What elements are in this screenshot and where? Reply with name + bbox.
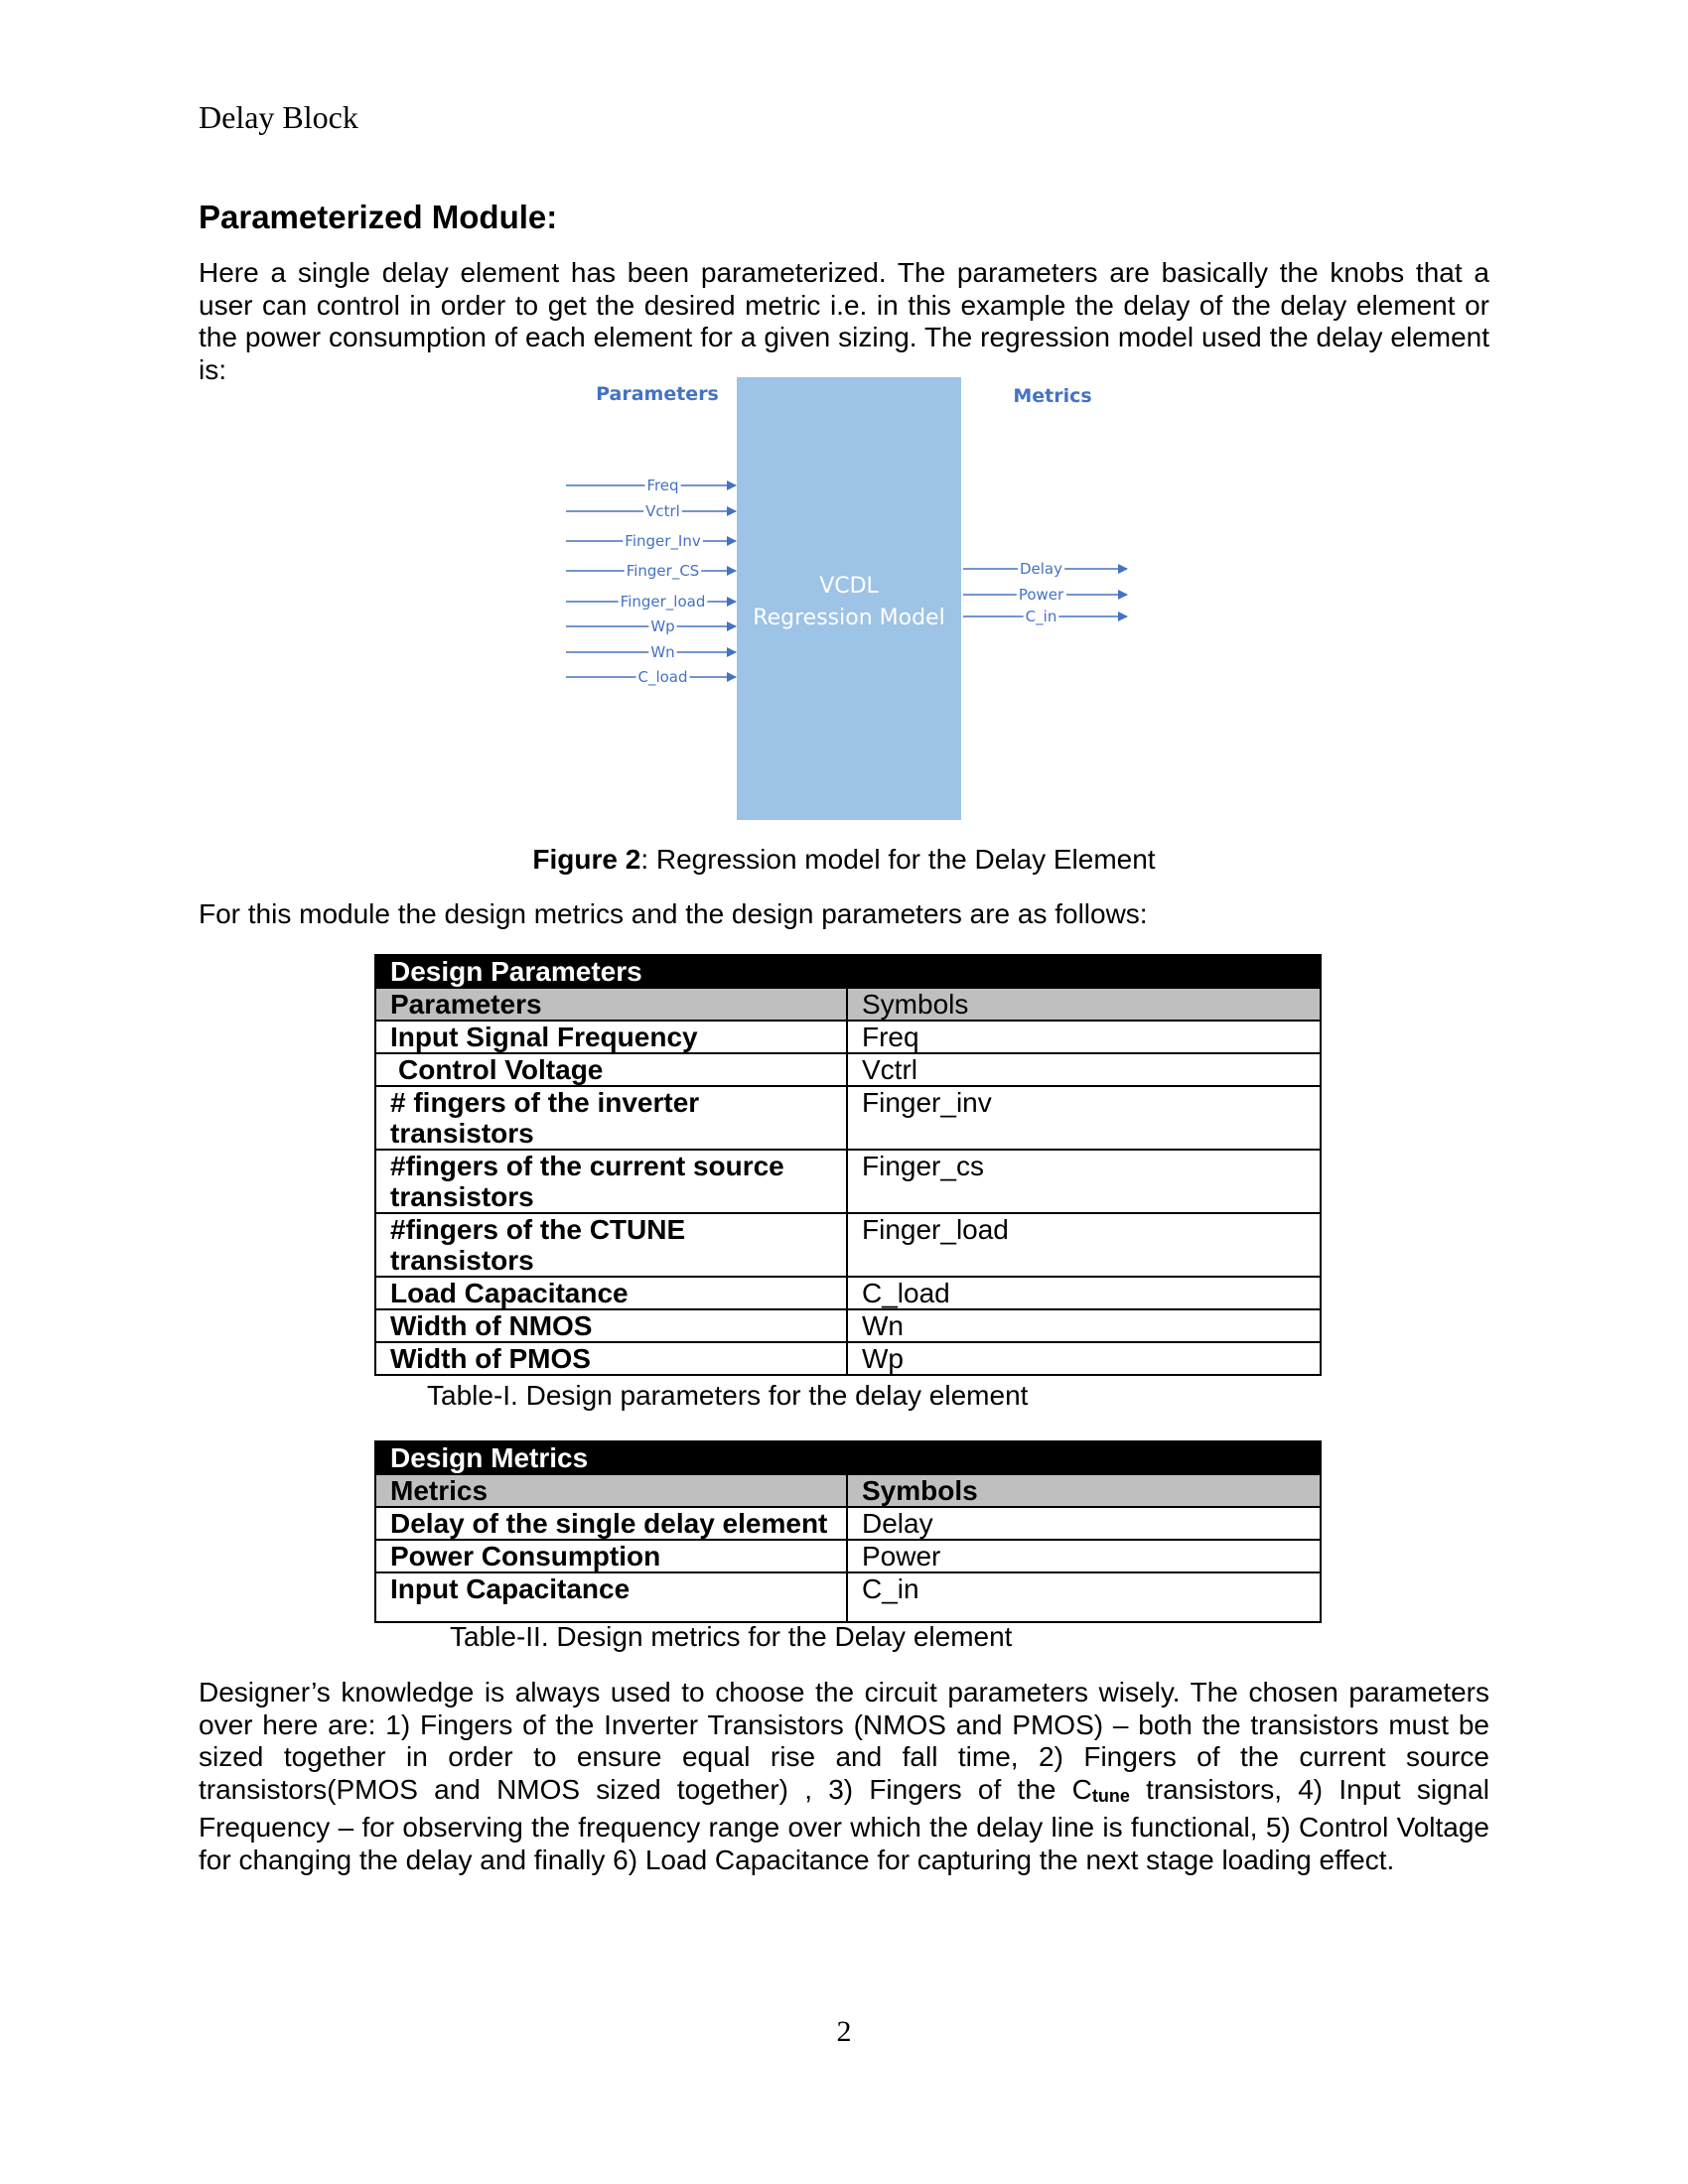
input-label: Vctrl: [645, 502, 680, 520]
table-row: [375, 1213, 1321, 1277]
metric-name: Input Capacitance: [375, 1572, 847, 1622]
block-label-line2: Regression Model: [753, 606, 945, 630]
figure-caption-label: Figure 2: [532, 844, 641, 875]
param-symbol: C_load: [847, 1277, 1321, 1309]
param-symbol: Freq: [847, 1021, 1321, 1053]
table-row: [375, 1540, 1321, 1572]
output-label: C_in: [1025, 608, 1057, 625]
input-arrows: [566, 477, 736, 687]
input-label: Wn: [650, 643, 675, 661]
param-name: Width of NMOS: [375, 1309, 847, 1342]
metric-symbol: C_in: [847, 1572, 1321, 1622]
param-name: Input Signal Frequency: [375, 1021, 847, 1053]
metric-name: Power Consumption: [375, 1540, 847, 1572]
param-name: Load Capacitance: [375, 1277, 847, 1309]
page-number: 2: [836, 2015, 852, 2048]
input-label: Finger_load: [620, 593, 706, 611]
table-row: [375, 1150, 1321, 1213]
closing-text-part1: Designer’s knowledge is always used to choose the circuit parameters wisely. The chosen parameters over here are: 1) Fingers of the Inverter Transistors (NMOS and PMOS) – both the transistors must be sized together in order to ensure equal rise and fall time, 2) Fingers of the current source transistors(PMOS and NMOS sized together) , 3) Fingers of the C: [199, 1677, 1489, 1805]
table1-col-parameters: Parameters: [375, 988, 847, 1021]
param-symbol: Finger_cs: [847, 1150, 1321, 1213]
table-row: [375, 1572, 1321, 1622]
table2-col-symbols: Symbols: [847, 1474, 1321, 1507]
param-name-text: #fingers of the CTUNE transistors: [390, 1214, 686, 1276]
param-name-text: #fingers of the current source transistors: [390, 1151, 784, 1212]
input-label: C_load: [637, 668, 688, 686]
output-label: Power: [1018, 586, 1064, 604]
intro-text: Here a single delay element has been parameterized. The parameters are basically the knobs that a user can control in order to get the desired metric i.e. in this example the delay of the delay element or the power consumption of each element for a given sizing. The regression model used the delay element is:: [199, 257, 1489, 385]
section-title: Parameterized Module:: [199, 199, 558, 235]
param-symbol: Wp: [847, 1342, 1321, 1375]
intro-paragraph: [199, 257, 1489, 386]
running-header: Delay Block: [199, 99, 358, 135]
output-arrows: [963, 560, 1127, 626]
table2-caption: Table-II. Design metrics for the Delay element: [450, 1621, 1013, 1652]
closing-text-part2: transistors, 4) Input signal Frequency – for observing the frequency range over which the delay line is functional, 5) Control Voltage for changing the delay and finally 6) Load Capacitance for capturing the next stage loading effect.: [199, 1773, 1490, 1875]
design-parameters-table: [374, 954, 1322, 1376]
ctune-subscript: tune: [1091, 1785, 1130, 1806]
vcdl-block: [737, 377, 961, 820]
metrics-label: Metrics: [1013, 385, 1092, 407]
param-name: Width of PMOS: [375, 1342, 847, 1375]
metric-symbol: Power: [847, 1540, 1321, 1572]
table-row: [375, 1507, 1321, 1540]
block-label-line1: VCDL: [819, 574, 879, 599]
table-row: [375, 1277, 1321, 1309]
input-label: Freq: [646, 477, 679, 494]
regression-model-diagram: [556, 372, 1152, 829]
param-name: [375, 1086, 847, 1150]
param-symbol: Wn: [847, 1309, 1321, 1342]
closing-text: [199, 1677, 1489, 1876]
param-name: [375, 1150, 847, 1213]
input-label: Finger_Inv: [625, 532, 701, 550]
figure-caption-text: : Regression model for the Delay Element: [640, 844, 1156, 875]
lead-sentence: For this module the design metrics and the design parameters are as follows:: [199, 898, 1148, 929]
table1-caption: Table-I. Design parameters for the delay element: [427, 1380, 1029, 1411]
design-metrics-table: [374, 1440, 1322, 1623]
table-row: [375, 1309, 1321, 1342]
metric-name: Delay of the single delay element: [375, 1507, 847, 1540]
table-row: [375, 1053, 1321, 1086]
table1-col-symbols: Symbols: [847, 988, 1321, 1021]
table-row: [375, 1021, 1321, 1053]
output-label: Delay: [1019, 560, 1063, 578]
input-label: Finger_CS: [626, 562, 700, 580]
param-symbol: Finger_inv: [847, 1086, 1321, 1150]
table-row: [375, 1086, 1321, 1150]
table2-col-metrics: Metrics: [375, 1474, 847, 1507]
figure-caption: [0, 844, 1688, 876]
param-name-text: # fingers of the inverter transistors: [390, 1087, 700, 1149]
parameters-label: Parameters: [596, 383, 719, 405]
param-name: Control Voltage: [375, 1053, 847, 1086]
param-symbol: Vctrl: [847, 1053, 1321, 1086]
table1-title: Design Parameters: [375, 955, 1321, 988]
input-label: Wp: [650, 617, 675, 635]
table-row: [375, 1342, 1321, 1375]
closing-paragraph: [199, 1677, 1489, 1876]
param-name: [375, 1213, 847, 1277]
metric-symbol: Delay: [847, 1507, 1321, 1540]
table2-title: Design Metrics: [375, 1441, 1321, 1474]
param-symbol: Finger_load: [847, 1213, 1321, 1277]
